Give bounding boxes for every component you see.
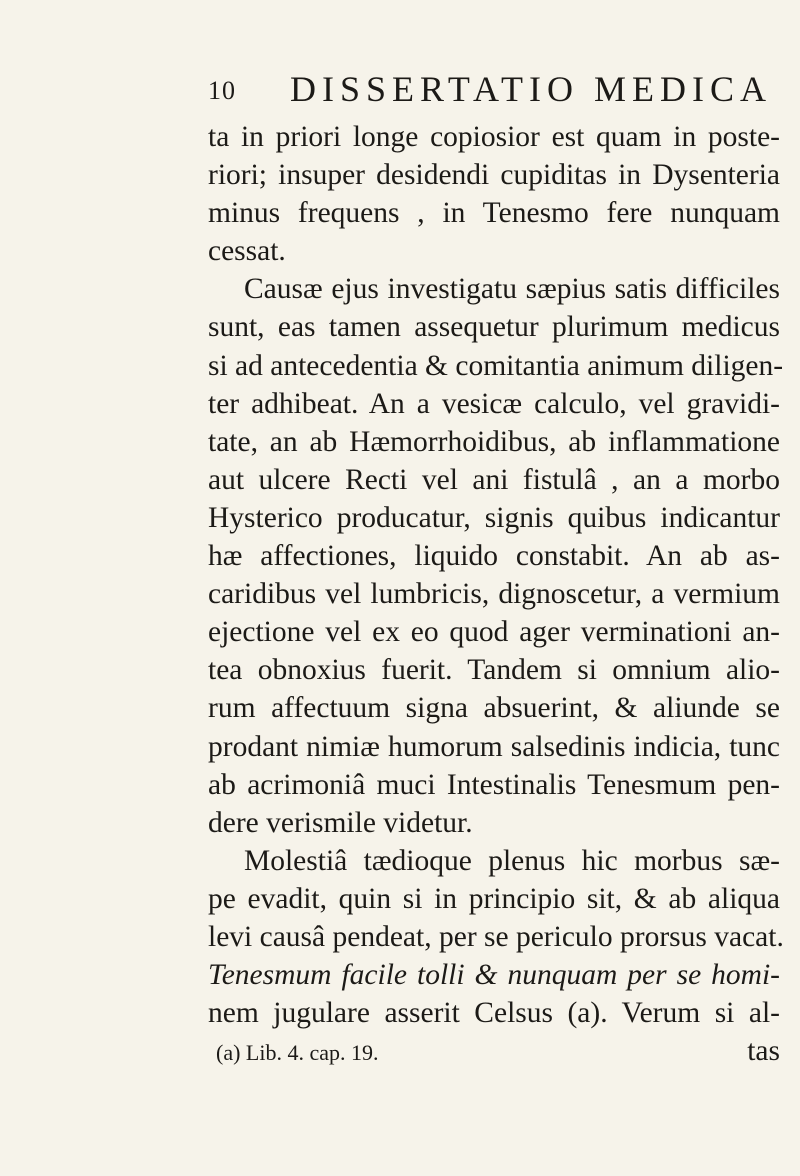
text-line: tate, an ab Hæmorrhoidibus, ab inflammatione: [208, 425, 780, 458]
running-title: DISSERTATIO MEDICA: [290, 69, 772, 109]
page-number: 10: [208, 76, 236, 105]
italic-quotation-line: Tenesmum facile tolli & nunquam per se homi-: [208, 959, 780, 992]
text-line: nem jugulare asserit Celsus (a). Verum si al-: [208, 997, 780, 1030]
text-line: cessat.: [208, 235, 286, 268]
text-line: ab acrimoniâ muci Intestinalis Tenesmum pen-: [208, 768, 780, 801]
text-line: rum affectuum signa absuerint, & aliunde se: [208, 692, 780, 725]
text-line: levi causâ pendeat, per se periculo prorsus vacat.: [208, 920, 784, 953]
text-line: Hysterico producatur, signis quibus indicantur: [208, 501, 780, 534]
text-line: prodant nimiæ humorum salsedinis indicia, tunc: [208, 730, 780, 763]
text-line: si ad antecedentia & comitantia animum diligen-: [208, 349, 784, 382]
text-line: tea obnoxius fuerit. Tandem si omnium alio-: [208, 654, 780, 687]
text-line: hæ affectiones, liquido constabit. An ab as-: [208, 540, 780, 573]
catchword: tas: [747, 1035, 780, 1068]
text-line: aut ulcere Recti vel ani fistulâ , an a morbo: [208, 463, 780, 496]
page-header: [208, 68, 772, 112]
paragraph-start-line: Molestiâ tædioque plenus hic morbus sæ-: [244, 844, 780, 877]
text-line: ta in priori longe copiosior est quam in poste-: [208, 121, 780, 153]
text-line: pe evadit, quin si in principio sit, & ab aliqua: [208, 882, 780, 915]
body-text: [208, 118, 784, 1070]
text-line: sunt, eas tamen assequetur plurimum medicus: [208, 311, 780, 344]
paragraph-start-line: Causæ ejus investigatu sæpius satis difficiles: [244, 273, 780, 306]
text-line: ter adhibeat. An a vesicæ calculo, vel gravidi-: [208, 387, 780, 420]
footnote: (a) Lib. 4. cap. 19.: [216, 1040, 379, 1065]
text-line: dere verismile videtur.: [208, 806, 473, 839]
text-line: caridibus vel lumbricis, dignoscetur, a vermium: [208, 578, 780, 611]
text-line: minus frequens , in Tenesmo fere nunquam: [208, 197, 780, 230]
text-line: riori; insuper desidendi cupiditas in Dysenteria: [208, 159, 780, 192]
text-line: ejectione vel ex eo quod ager verminationi an-: [208, 616, 780, 649]
